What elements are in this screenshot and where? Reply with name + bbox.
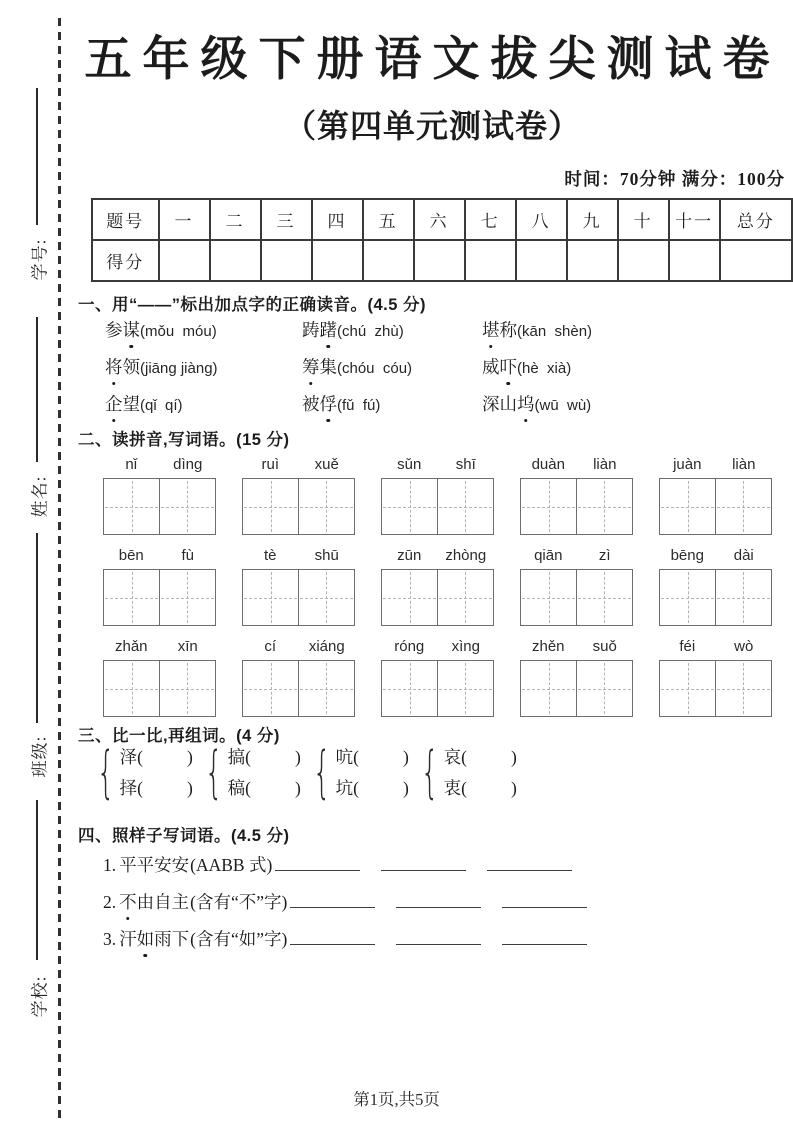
score-header-cell: 题号 [92, 199, 159, 240]
writing-box-pair [103, 478, 216, 535]
compare-char: 稿 [227, 777, 246, 798]
pinyin-syllable: shī [455, 456, 476, 473]
pinyin-syllable: zhěn [531, 638, 565, 655]
pinyin-choices: (qǐ qí) [140, 397, 183, 414]
pinyin-choices: (mǒu móu) [140, 323, 217, 340]
writing-box [242, 660, 299, 717]
compare-line [336, 747, 409, 768]
section1-row [105, 355, 784, 392]
pinyin-word-group [381, 638, 494, 717]
compare-char: 哀 [443, 746, 462, 767]
pronunciation-item [302, 355, 482, 392]
pinyin-line [520, 547, 633, 569]
pinyin-line [103, 456, 216, 478]
word-char: 筹 [302, 357, 320, 377]
pronunciation-item [105, 355, 302, 392]
score-header-cell: 总分 [720, 199, 792, 240]
word-char: 不 [119, 892, 137, 912]
pinyin-syllable: wò [734, 638, 754, 655]
pinyin-line [520, 456, 633, 478]
compare-line [444, 747, 517, 768]
pinyin-line [520, 638, 633, 660]
word-char: 吓 [499, 357, 517, 377]
word-char: 安 [154, 855, 172, 875]
pinyin-word-group [520, 547, 633, 626]
word-char: 领 [122, 357, 140, 377]
writing-box [298, 569, 355, 626]
pinyin-syllable: róng [394, 638, 425, 655]
pinyin-line [242, 638, 355, 660]
class-label: 班级: [30, 735, 50, 778]
dotted-word [105, 394, 140, 414]
word-char: 谋 [122, 320, 140, 340]
pinyin-word-group [520, 456, 633, 535]
compare-char: 衷 [443, 777, 462, 798]
paren-open: ( [245, 777, 251, 798]
writing-box [659, 478, 716, 535]
pinyin-syllable: xiáng [308, 638, 345, 655]
pinyin-word-group [659, 547, 772, 626]
dotted-word [302, 357, 337, 377]
score-empty-cell [363, 240, 414, 281]
writing-box [103, 569, 160, 626]
pinyin-syllable: shū [314, 547, 339, 564]
score-header-cell: 二 [210, 199, 261, 240]
pinyin-syllable: xuě [314, 456, 339, 473]
word-char: 平 [136, 855, 155, 875]
pattern-note: (含有“不”字) [190, 892, 288, 912]
pronunciation-item [482, 392, 784, 429]
pronunciation-item [302, 318, 482, 355]
school-label: 学校: [30, 975, 50, 1018]
compare-pair-group [418, 740, 517, 805]
sidebar-blank-line [36, 533, 38, 723]
pinyin-word-group [103, 456, 216, 535]
dotted-word [105, 320, 140, 340]
paper-subtitle: （第四单元测试卷） [283, 108, 581, 144]
pinyin-syllable: zhǎn [114, 638, 148, 655]
pinyin-word-group [242, 456, 355, 535]
pronunciation-item [482, 355, 784, 392]
word-char: 雨 [154, 929, 172, 949]
word-char: 如 [136, 929, 155, 949]
pinyin-line [659, 638, 772, 660]
word-char: 威 [482, 357, 500, 377]
score-empty-cell [516, 240, 567, 281]
answer-blank [502, 929, 587, 945]
score-empty-cell [669, 240, 720, 281]
pinyin-line [659, 547, 772, 569]
word-char: 企 [105, 394, 123, 414]
word-char: 主 [171, 892, 190, 912]
pinyin-choices: (kān shèn) [517, 323, 593, 340]
compare-lines [444, 747, 517, 799]
writing-box [715, 569, 772, 626]
word-char: 由 [136, 892, 155, 912]
word-char: 自 [154, 892, 172, 912]
pinyin-syllable: liàn [732, 456, 756, 473]
student-name-label: 姓名: [30, 475, 50, 518]
pinyin-word-group [103, 638, 216, 717]
word-char: 参 [105, 320, 123, 340]
score-header-cell: 九 [567, 199, 618, 240]
section1-row [105, 318, 784, 355]
pinyin-syllable: sǔn [397, 456, 422, 473]
left-brace: { [420, 740, 439, 805]
word-char: 平 [119, 855, 137, 875]
word-char: 俘 [319, 394, 337, 414]
score-table-score-row [92, 240, 792, 281]
compare-line [228, 778, 301, 799]
pinyin-word-group [520, 638, 633, 717]
compare-line [120, 778, 193, 799]
pinyin-syllable: xìng [451, 638, 480, 655]
section2-heading: 二、读拼音,写词语。(15 分) [78, 431, 290, 449]
compare-line [444, 778, 517, 799]
paren-close: ) [402, 746, 409, 767]
word-char: 将 [105, 357, 123, 377]
word-char: 下 [171, 929, 190, 949]
section1-heading: 一、用“——”标出加点字的正确读音。(4.5 分) [78, 296, 427, 314]
paper-title: 五年级下册语文拔尖测试卷 [84, 34, 781, 86]
pinyin-syllable: zūn [397, 547, 422, 564]
pinyin-syllable: liàn [593, 456, 617, 473]
pinyin-syllable: zhòng [445, 547, 487, 564]
writing-box-pair [659, 478, 772, 535]
pinyin-choices: (chóu cóu) [337, 360, 413, 377]
word-char: 被 [302, 394, 320, 414]
pinyin-choices: (fǔ fú) [337, 397, 381, 414]
example-word [119, 890, 189, 914]
score-empty-cell [618, 240, 669, 281]
writing-box [659, 569, 716, 626]
pinyin-word-group [659, 638, 772, 717]
paren-open: ( [461, 777, 467, 798]
dotted-word [302, 394, 337, 414]
pronunciation-item [105, 318, 302, 355]
pinyin-syllable: xīn [177, 638, 198, 655]
dotted-word [302, 320, 337, 340]
pinyin-choices: (chú zhù) [337, 323, 404, 340]
compare-line [336, 778, 409, 799]
score-empty-cell [465, 240, 516, 281]
compare-char: 择 [119, 777, 138, 798]
example-word [119, 927, 189, 951]
section2-row [103, 638, 788, 717]
answer-blank [396, 892, 481, 908]
answer-blank [290, 892, 375, 908]
score-header-cell: 四 [312, 199, 363, 240]
score-empty-cell [210, 240, 261, 281]
score-table-header-row [92, 199, 792, 240]
item-number: 1. [103, 855, 117, 875]
answer-blank [275, 855, 360, 871]
dotted-word [482, 394, 535, 414]
writing-box [381, 660, 438, 717]
paren-open: ( [461, 746, 467, 767]
pinyin-syllable: féi [679, 638, 696, 655]
writing-box [659, 660, 716, 717]
time-and-score-info: 时间：70分钟 满分：100分 [564, 169, 785, 189]
answer-blank [396, 929, 481, 945]
pinyin-syllable: fù [181, 547, 194, 564]
paren-close: ) [186, 777, 193, 798]
pinyin-syllable: dìng [173, 456, 203, 473]
pronunciation-item [105, 392, 302, 429]
score-header-cell: 五 [363, 199, 414, 240]
pinyin-choices: (hè xià) [517, 360, 572, 377]
pinyin-line [242, 547, 355, 569]
writing-box [437, 569, 494, 626]
score-header-cell: 七 [465, 199, 516, 240]
pinyin-syllable: nǐ [125, 456, 138, 473]
score-header-cell: 六 [414, 199, 465, 240]
dotted-word [482, 320, 517, 340]
compare-lines [228, 747, 301, 799]
item-number: 2. [103, 892, 117, 912]
section3-heading: 三、比一比,再组词。(4 分) [78, 727, 280, 745]
pronunciation-item [482, 318, 784, 355]
pinyin-line [381, 456, 494, 478]
word-char: 汗 [119, 929, 137, 949]
compare-char: 搞 [227, 746, 246, 767]
student-id-label: 学号: [30, 238, 50, 281]
writing-box-pair [659, 569, 772, 626]
writing-box [159, 660, 216, 717]
writing-box-pair [520, 478, 633, 535]
pinyin-syllable: duàn [531, 456, 565, 473]
pattern-word-item [103, 890, 587, 927]
score-table [91, 198, 793, 282]
compare-char: 吭 [335, 746, 354, 767]
word-char: 躇 [319, 320, 337, 340]
compare-pair-group [202, 740, 301, 805]
section2-row [103, 547, 788, 626]
answer-blank [381, 855, 466, 871]
score-header-cell: 八 [516, 199, 567, 240]
writing-box [576, 660, 633, 717]
left-brace: { [96, 740, 115, 805]
compare-char: 泽 [119, 746, 138, 767]
section3-groups [94, 740, 517, 805]
paren-open: ( [137, 777, 143, 798]
writing-box-pair [381, 478, 494, 535]
section2-row [103, 456, 788, 535]
score-empty-cell [312, 240, 363, 281]
score-header-cell: 一 [159, 199, 210, 240]
pronunciation-item [302, 392, 482, 429]
score-row-label: 得分 [92, 240, 159, 281]
score-header-cell: 十一 [669, 199, 720, 240]
writing-box [103, 478, 160, 535]
pinyin-syllable: bēng [670, 547, 704, 564]
dotted-word [482, 357, 517, 377]
compare-char: 坑 [335, 777, 354, 798]
left-brace: { [204, 740, 223, 805]
dotted-word [105, 357, 140, 377]
pinyin-syllable: dài [733, 547, 754, 564]
pattern-note: (含有“如”字) [190, 929, 288, 949]
pinyin-line [103, 638, 216, 660]
writing-box [381, 478, 438, 535]
pinyin-word-group [381, 456, 494, 535]
example-word [119, 853, 189, 877]
pinyin-syllable: ruì [261, 456, 279, 473]
score-empty-cell [159, 240, 210, 281]
score-header-cell: 十 [618, 199, 669, 240]
writing-box-pair [381, 569, 494, 626]
item-number: 3. [103, 929, 117, 949]
section4-heading: 四、照样子写词语。(4.5 分) [78, 827, 290, 845]
paren-close: ) [186, 746, 193, 767]
compare-line [228, 747, 301, 768]
sidebar-blank-line [36, 800, 38, 960]
pinyin-syllable: suǒ [592, 638, 617, 655]
writing-box [437, 478, 494, 535]
section1-rows [78, 318, 784, 429]
pinyin-word-group [381, 547, 494, 626]
writing-box [520, 569, 577, 626]
compare-lines [336, 747, 409, 799]
writing-box [437, 660, 494, 717]
writing-box-pair [659, 660, 772, 717]
writing-box-pair [520, 569, 633, 626]
pattern-word-item [103, 853, 587, 890]
compare-line [120, 747, 193, 768]
pinyin-syllable: juàn [673, 456, 702, 473]
writing-box [242, 478, 299, 535]
pinyin-line [103, 547, 216, 569]
score-header-cell: 三 [261, 199, 312, 240]
section2-rows [78, 456, 788, 729]
word-char: 集 [319, 357, 337, 377]
writing-box-pair [242, 478, 355, 535]
pinyin-syllable: bēn [118, 547, 144, 564]
section1-row [105, 392, 784, 429]
compare-lines [120, 747, 193, 799]
pinyin-word-group [659, 456, 772, 535]
writing-box-pair [242, 660, 355, 717]
pinyin-word-group [103, 547, 216, 626]
pattern-word-item [103, 927, 587, 964]
writing-box [298, 478, 355, 535]
pattern-note: (AABB 式) [190, 855, 273, 875]
writing-box-pair [381, 660, 494, 717]
left-brace: { [312, 740, 331, 805]
paren-open: ( [245, 746, 251, 767]
word-char: 坞 [517, 394, 535, 414]
sidebar-blank-line [36, 88, 38, 225]
word-char: 踌 [302, 320, 320, 340]
score-empty-cell [567, 240, 618, 281]
section4-items [103, 853, 587, 964]
writing-box [298, 660, 355, 717]
writing-box [715, 478, 772, 535]
answer-blank [502, 892, 587, 908]
paren-open: ( [353, 746, 359, 767]
paren-close: ) [294, 777, 301, 798]
writing-box [520, 660, 577, 717]
writing-box [381, 569, 438, 626]
pinyin-line [381, 638, 494, 660]
pinyin-line [381, 547, 494, 569]
paren-close: ) [402, 777, 409, 798]
answer-blank [487, 855, 572, 871]
paren-close: ) [510, 777, 517, 798]
writing-box [103, 660, 160, 717]
pinyin-choices: (jiāng jiàng) [140, 360, 218, 377]
compare-pair-group [94, 740, 193, 805]
paren-open: ( [353, 777, 359, 798]
writing-box-pair [242, 569, 355, 626]
page-number: 第1页,共5页 [353, 1090, 440, 1109]
word-char: 望 [122, 394, 140, 414]
paren-open: ( [137, 746, 143, 767]
pinyin-choices: (wū wù) [534, 397, 592, 414]
writing-box [576, 478, 633, 535]
writing-box [159, 478, 216, 535]
paren-close: ) [510, 746, 517, 767]
word-char: 堪 [482, 320, 500, 340]
writing-box [715, 660, 772, 717]
writing-box-pair [103, 660, 216, 717]
writing-box [520, 478, 577, 535]
writing-box [576, 569, 633, 626]
score-empty-cell [261, 240, 312, 281]
writing-box-pair [520, 660, 633, 717]
pinyin-syllable: zì [598, 547, 611, 564]
word-char: 安 [171, 855, 190, 875]
sidebar-blank-line [36, 317, 38, 462]
pinyin-line [242, 456, 355, 478]
word-char: 山 [499, 394, 517, 414]
pinyin-word-group [242, 547, 355, 626]
score-empty-cell [720, 240, 792, 281]
pinyin-syllable: cí [264, 638, 277, 655]
writing-box-pair [103, 569, 216, 626]
binding-dashed-line [58, 18, 61, 1122]
pinyin-syllable: qiān [534, 547, 563, 564]
paren-close: ) [294, 746, 301, 767]
answer-blank [290, 929, 375, 945]
pinyin-syllable: tè [263, 547, 277, 564]
writing-box [159, 569, 216, 626]
score-empty-cell [414, 240, 465, 281]
word-char: 称 [499, 320, 517, 340]
word-char: 深 [482, 394, 500, 414]
pinyin-line [659, 456, 772, 478]
pinyin-word-group [242, 638, 355, 717]
writing-box [242, 569, 299, 626]
compare-pair-group [310, 740, 409, 805]
